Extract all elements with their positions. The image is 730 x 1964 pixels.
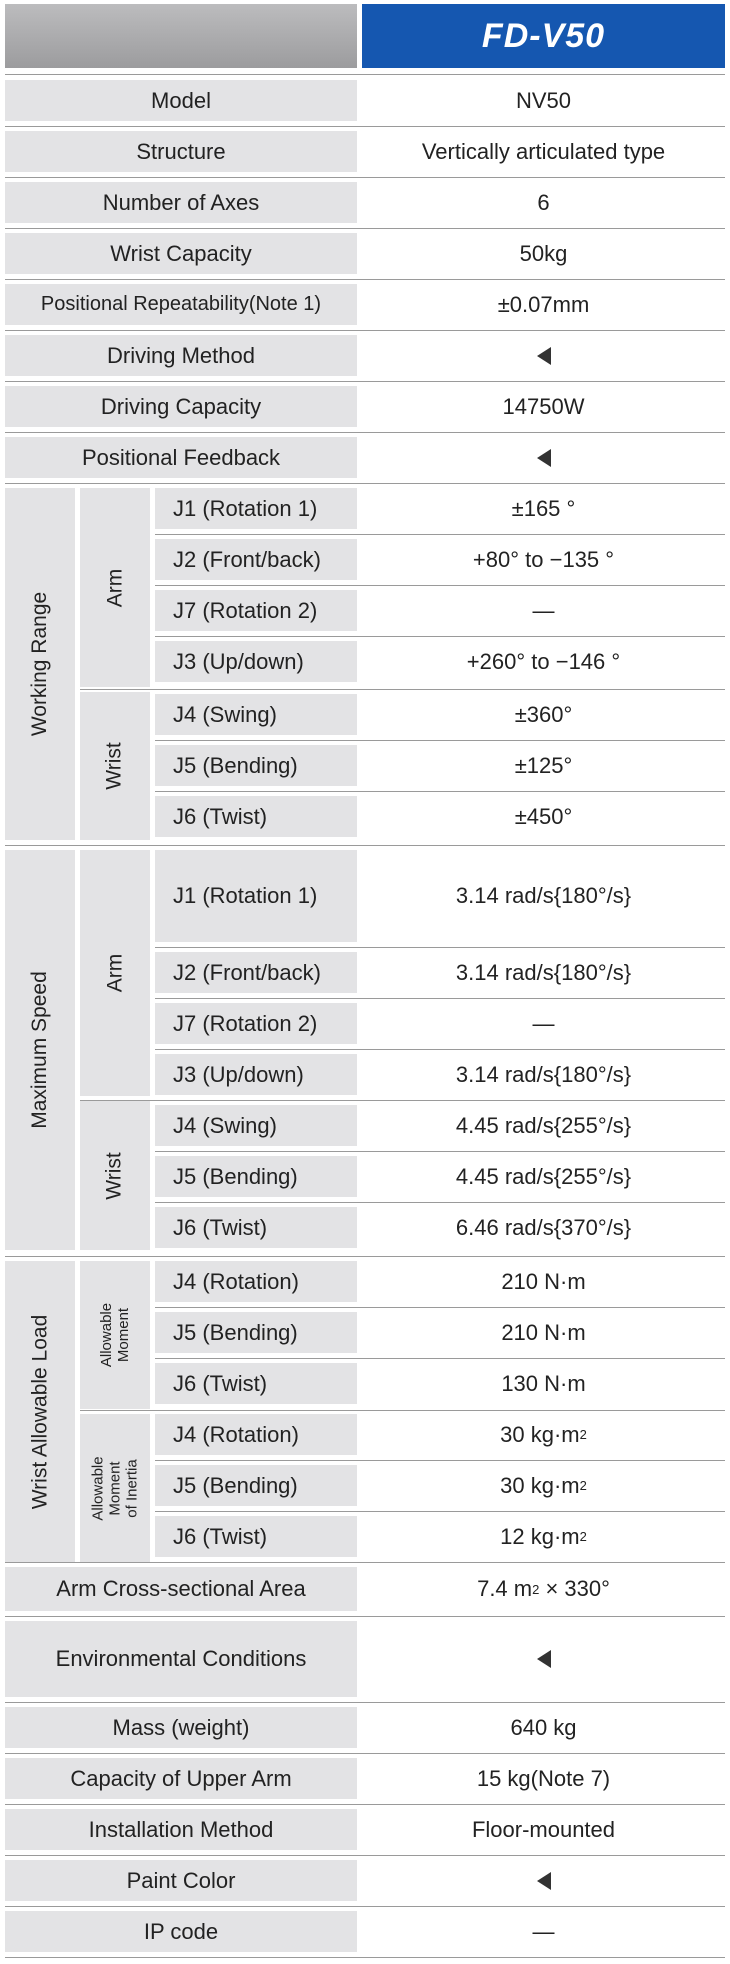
row-structure-value: Vertically articulated type bbox=[362, 131, 725, 172]
divider bbox=[155, 1307, 725, 1308]
ms-j5-value: 4.45 rad/s{255°/s} bbox=[362, 1156, 725, 1197]
header-blank bbox=[5, 4, 357, 68]
divider bbox=[155, 1358, 725, 1359]
arm-area-sup: 2 bbox=[532, 1581, 540, 1597]
divider bbox=[5, 381, 725, 382]
ms-j4-label: J4 (Swing) bbox=[155, 1105, 357, 1146]
wl-moment-j5-label: J5 (Bending) bbox=[155, 1312, 357, 1353]
maximum-speed-wrist-group bbox=[80, 1101, 150, 1250]
inertia-j6-number: 12 kg·m bbox=[500, 1523, 580, 1549]
row-environment-value bbox=[362, 1621, 725, 1697]
row-wrist-capacity-label: Wrist Capacity bbox=[5, 233, 357, 274]
wl-moment-j5-value: 210 N·m bbox=[362, 1312, 725, 1353]
divider bbox=[5, 279, 725, 280]
divider bbox=[5, 1256, 725, 1257]
wr-j6-label: J6 (Twist) bbox=[155, 796, 357, 837]
allowable-inertia-group bbox=[80, 1414, 150, 1562]
divider bbox=[155, 1511, 725, 1512]
ms-j2-label: J2 (Front/back) bbox=[155, 952, 357, 993]
row-axes-label: Number of Axes bbox=[5, 182, 357, 223]
row-positional-feedback-value bbox=[362, 437, 725, 478]
row-driving-method-value bbox=[362, 335, 725, 376]
wl-moment-j4-label: J4 (Rotation) bbox=[155, 1261, 357, 1302]
maximum-speed-arm-group bbox=[80, 850, 150, 1096]
working-range-section bbox=[5, 488, 75, 840]
ms-j4-value: 4.45 rad/s{255°/s} bbox=[362, 1105, 725, 1146]
divider bbox=[5, 1702, 725, 1703]
row-driving-capacity-value: 14750W bbox=[362, 386, 725, 427]
wl-inertia-j6-label: J6 (Twist) bbox=[155, 1516, 357, 1557]
divider bbox=[5, 1562, 725, 1563]
row-repeatability-value: ±0.07mm bbox=[362, 284, 725, 325]
wl-moment-j4-value: 210 N·m bbox=[362, 1261, 725, 1302]
row-wrist-capacity-value: 50kg bbox=[362, 233, 725, 274]
ms-j1-value: 3.14 rad/s{180°/s} bbox=[362, 850, 725, 942]
wrist-allowable-load-section bbox=[5, 1261, 75, 1562]
row-installation-value: Floor-mounted bbox=[362, 1809, 725, 1850]
left-arrow-icon bbox=[537, 1872, 551, 1890]
wr-j2-label: J2 (Front/back) bbox=[155, 539, 357, 580]
left-arrow-icon bbox=[537, 449, 551, 467]
wl-inertia-j4-label: J4 (Rotation) bbox=[155, 1414, 357, 1455]
divider bbox=[5, 845, 725, 846]
divider bbox=[155, 1202, 725, 1203]
divider bbox=[80, 1100, 725, 1101]
row-positional-feedback-label: Positional Feedback bbox=[5, 437, 357, 478]
divider bbox=[5, 177, 725, 178]
inertia-j4-sup: 2 bbox=[579, 1427, 587, 1442]
divider bbox=[155, 740, 725, 741]
model-title: FD-V50 bbox=[362, 4, 725, 68]
row-paint-value bbox=[362, 1860, 725, 1901]
row-mass-value: 640 kg bbox=[362, 1707, 725, 1748]
wr-j1-value: ±165 ° bbox=[362, 488, 725, 529]
wr-j5-value: ±125° bbox=[362, 745, 725, 786]
row-driving-capacity-label: Driving Capacity bbox=[5, 386, 357, 427]
row-ip-value: — bbox=[362, 1911, 725, 1952]
divider bbox=[155, 1460, 725, 1461]
wr-j1-label: J1 (Rotation 1) bbox=[155, 488, 357, 529]
divider bbox=[155, 791, 725, 792]
allowable-inertia-label: Allowable Moment of Inertia bbox=[89, 1455, 141, 1521]
divider bbox=[155, 1151, 725, 1152]
wl-inertia-j4-value bbox=[362, 1414, 725, 1455]
row-driving-method-label: Driving Method bbox=[5, 335, 357, 376]
ms-j1-label: J1 (Rotation 1) bbox=[155, 850, 357, 942]
working-range-wrist-group bbox=[80, 692, 150, 840]
divider bbox=[80, 689, 725, 690]
left-arrow-icon bbox=[537, 347, 551, 365]
working-range-arm-group bbox=[80, 488, 150, 687]
row-ip-label: IP code bbox=[5, 1911, 357, 1952]
row-installation-label: Installation Method bbox=[5, 1809, 357, 1850]
wr-j6-value: ±450° bbox=[362, 796, 725, 837]
row-upper-arm-value: 15 kg(Note 7) bbox=[362, 1758, 725, 1799]
wl-moment-j6-value: 130 N·m bbox=[362, 1363, 725, 1404]
divider bbox=[155, 534, 725, 535]
allowable-moment-label: Allowable Moment bbox=[98, 1302, 132, 1368]
row-environment-label: Environmental Conditions bbox=[5, 1621, 357, 1697]
divider bbox=[5, 1616, 725, 1617]
divider bbox=[5, 1957, 725, 1958]
row-structure-label: Structure bbox=[5, 131, 357, 172]
wr-j7-label: J7 (Rotation 2) bbox=[155, 590, 357, 631]
maximum-speed-title: Maximum Speed bbox=[28, 971, 51, 1129]
ms-j6-value: 6.46 rad/s{370°/s} bbox=[362, 1207, 725, 1248]
divider bbox=[5, 1855, 725, 1856]
arm-group-label: Arm bbox=[103, 953, 126, 993]
spec-table bbox=[5, 0, 725, 1964]
row-model-label: Model bbox=[5, 80, 357, 121]
left-arrow-icon bbox=[537, 1650, 551, 1668]
inertia-j5-sup: 2 bbox=[579, 1478, 587, 1493]
wrist-group-label: Wrist bbox=[103, 1151, 126, 1200]
row-axes-value: 6 bbox=[362, 182, 725, 223]
divider bbox=[5, 1753, 725, 1754]
row-mass-label: Mass (weight) bbox=[5, 1707, 357, 1748]
ms-j3-label: J3 (Up/down) bbox=[155, 1054, 357, 1095]
row-paint-label: Paint Color bbox=[5, 1860, 357, 1901]
row-repeatability-label: Positional Repeatability(Note 1) bbox=[5, 284, 357, 325]
maximum-speed-section bbox=[5, 850, 75, 1250]
working-range-title: Working Range bbox=[28, 591, 52, 737]
row-arm-area-label: Arm Cross-sectional Area bbox=[5, 1567, 357, 1611]
divider bbox=[5, 1906, 725, 1907]
allowable-moment-group bbox=[80, 1261, 150, 1409]
divider bbox=[5, 74, 725, 75]
wr-j4-value: ±360° bbox=[362, 694, 725, 735]
wr-j3-label: J3 (Up/down) bbox=[155, 641, 357, 682]
wr-j5-label: J5 (Bending) bbox=[155, 745, 357, 786]
wr-j2-value: +80° to −135 ° bbox=[362, 539, 725, 580]
divider bbox=[155, 947, 725, 948]
arm-area-number: 7.4 m bbox=[477, 1576, 533, 1601]
inertia-j5-number: 30 kg·m bbox=[500, 1472, 580, 1498]
divider bbox=[5, 1804, 725, 1805]
divider bbox=[5, 483, 725, 484]
divider bbox=[80, 1410, 725, 1411]
divider bbox=[155, 585, 725, 586]
ms-j3-value: 3.14 rad/s{180°/s} bbox=[362, 1054, 725, 1095]
arm-group-label: Arm bbox=[103, 568, 126, 607]
arm-area-angle: × 330° bbox=[539, 1576, 610, 1601]
divider bbox=[5, 330, 725, 331]
ms-j6-label: J6 (Twist) bbox=[155, 1207, 357, 1248]
ms-j7-value: — bbox=[362, 1003, 725, 1044]
divider bbox=[5, 432, 725, 433]
wr-j3-value: +260° to −146 ° bbox=[362, 641, 725, 682]
wl-inertia-j5-label: J5 (Bending) bbox=[155, 1465, 357, 1506]
row-upper-arm-label: Capacity of Upper Arm bbox=[5, 1758, 357, 1799]
wl-moment-j6-label: J6 (Twist) bbox=[155, 1363, 357, 1404]
wrist-allowable-load-title: Wrist Allowable Load bbox=[28, 1314, 51, 1509]
ms-j2-value: 3.14 rad/s{180°/s} bbox=[362, 952, 725, 993]
row-model-value: NV50 bbox=[362, 80, 725, 121]
row-arm-area-value bbox=[362, 1567, 725, 1611]
wl-inertia-j5-value bbox=[362, 1465, 725, 1506]
wr-j4-label: J4 (Swing) bbox=[155, 694, 357, 735]
ms-j7-label: J7 (Rotation 2) bbox=[155, 1003, 357, 1044]
divider bbox=[5, 126, 725, 127]
wl-inertia-j6-value bbox=[362, 1516, 725, 1557]
inertia-j4-number: 30 kg·m bbox=[500, 1421, 580, 1447]
divider bbox=[155, 636, 725, 637]
divider bbox=[5, 228, 725, 229]
wrist-group-label: Wrist bbox=[103, 742, 126, 790]
inertia-j6-sup: 2 bbox=[579, 1529, 587, 1544]
ms-j5-label: J5 (Bending) bbox=[155, 1156, 357, 1197]
wr-j7-value: — bbox=[362, 590, 725, 631]
divider bbox=[155, 1049, 725, 1050]
divider bbox=[155, 998, 725, 999]
